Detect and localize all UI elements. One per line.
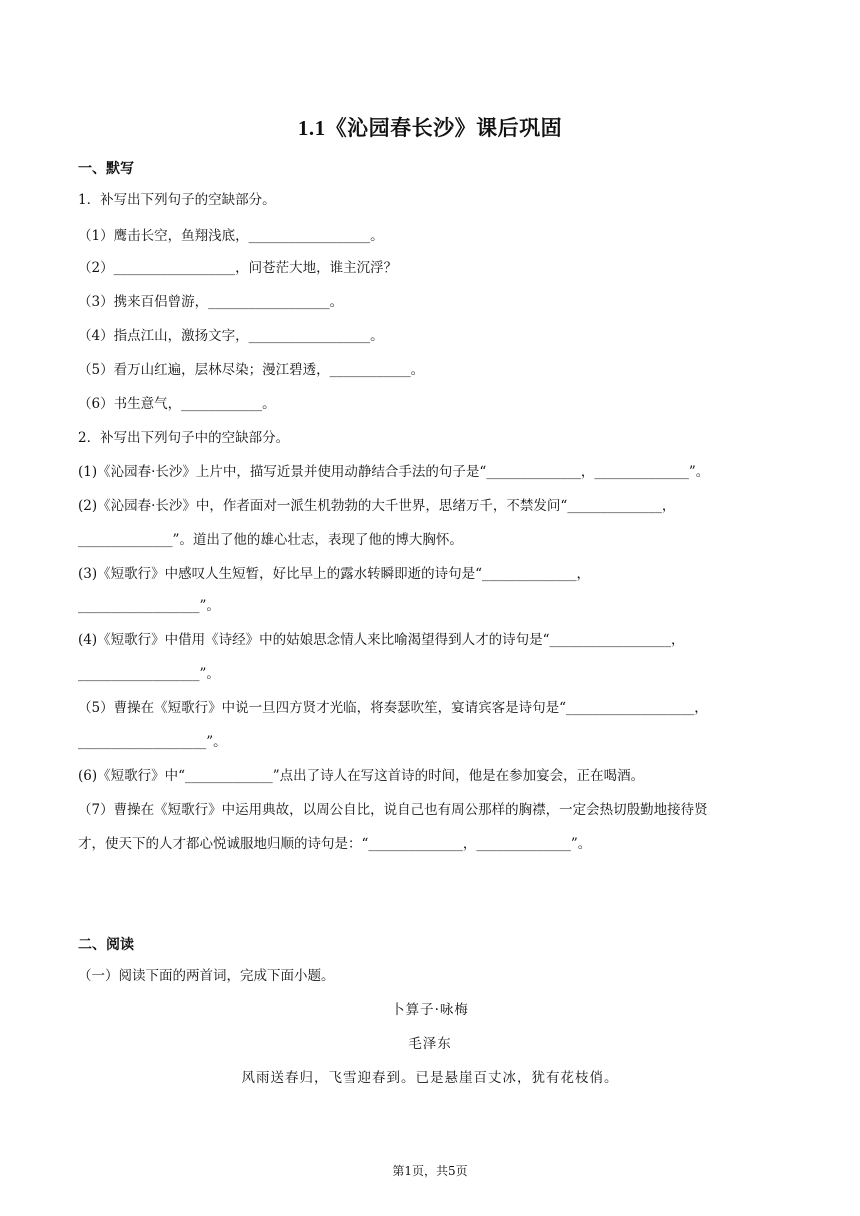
question-line: （7）曹操在《短歌行》中运用典故，以周公自比，说自己也有周公那样的胸襟，一定会热切殷勤地接待贤	[78, 802, 708, 818]
question-line: ______________”。道出了他的雄心壮志，表现了他的博大胸怀。	[78, 532, 463, 548]
question-line: （6）书生意气，____________。	[78, 396, 276, 412]
question-line: 1．补写出下列句子的空缺部分。	[78, 192, 276, 208]
question-line: （2）__________________，问苍茫大地，谁主沉浮？	[78, 260, 398, 276]
poem-title: 卜算子·咏梅	[391, 1002, 469, 1018]
question-line: （4）指点江山，激扬文字，__________________。	[78, 328, 384, 344]
section-heading-reading: 二、阅读	[78, 937, 134, 953]
question-line: __________________”。	[78, 666, 220, 682]
question-line: 2．补写出下列句子中的空缺部分。	[78, 430, 290, 446]
question-line: （1）鹰击长空，鱼翔浅底，__________________。	[78, 228, 384, 244]
poem-author: 毛泽东	[408, 1036, 452, 1052]
document-title: 1.1《沁园春长沙》课后巩固	[297, 116, 563, 140]
section-heading-dictation: 一、默写	[78, 161, 134, 177]
question-line: (1)《沁园春·长沙》上片中，描写近景并使用动静结合手法的句子是“______________，______________”。	[78, 464, 710, 480]
page-footer: 第1页，共5页	[392, 1164, 468, 1178]
question-line: （3）携来百侣曾游，__________________。	[78, 294, 344, 310]
poem-line: 风雨送春归，飞雪迎春到。已是悬崖百丈冰，犹有花枝俏。	[241, 1070, 619, 1086]
question-line: （5）看万山红遍，层林尽染；漫江碧透，____________。	[78, 362, 425, 378]
question-line: (4)《短歌行》中借用《诗经》中的姑娘思念情人来比喻渴望得到人才的诗句是“__________________，	[78, 632, 685, 648]
question-line: （5）曹操在《短歌行》中说一旦四方贤才光临，将奏瑟吹笙，宴请宾客是诗句是“___________________，	[78, 700, 708, 716]
question-line: (6)《短歌行》中“_____________”点出了诗人在写这首诗的时间，他是在参加宴会，正在喝酒。	[78, 768, 645, 784]
question-line: 才，使天下的人才都心悦诚服地归顺的诗句是：“______________，______________”。	[78, 836, 592, 852]
question-line: (2)《沁园春·长沙》中，作者面对一派生机勃勃的大千世界，思绪万千，不禁发问“______________，	[78, 498, 676, 514]
question-line: ___________________”。	[78, 734, 227, 750]
question-line: (3)《短歌行》中感叹人生短暂，好比早上的露水转瞬即逝的诗句是“______________，	[78, 566, 591, 582]
question-line: （一）阅读下面的两首词，完成下面小题。	[78, 968, 335, 984]
question-line: __________________”。	[78, 598, 220, 614]
